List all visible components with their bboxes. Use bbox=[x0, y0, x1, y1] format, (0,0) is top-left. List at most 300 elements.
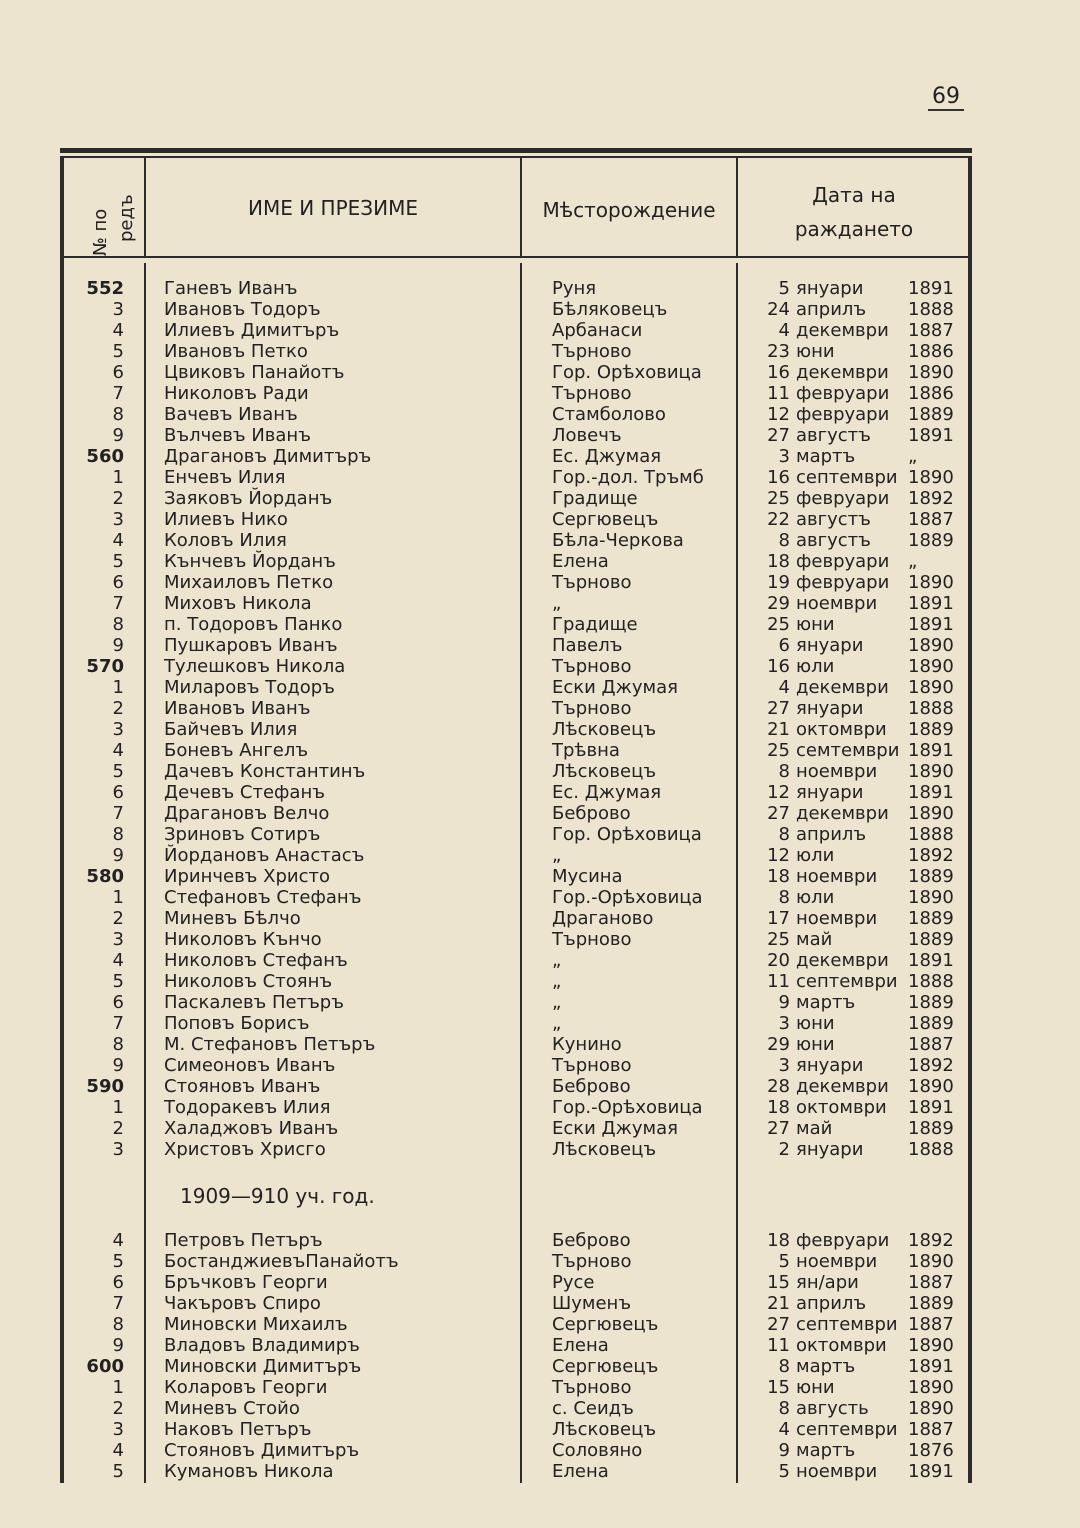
row-year: 1892 bbox=[908, 845, 954, 866]
row-month: септември bbox=[796, 971, 898, 992]
row-number: 7 bbox=[112, 1293, 124, 1314]
row-year: 1887 bbox=[908, 1419, 954, 1440]
row-name: Стояновъ Димитъръ bbox=[164, 1440, 360, 1461]
row-month: мартъ bbox=[796, 1440, 856, 1461]
header-name: ИМЕ И ПРЕЗИМЕ bbox=[248, 196, 418, 220]
header-no-1: № по bbox=[90, 208, 111, 256]
row-year: 1890 bbox=[908, 1076, 954, 1097]
row-year: 1891 bbox=[908, 1461, 954, 1482]
table-row bbox=[60, 1230, 972, 1251]
row-name: Николовъ Ради bbox=[164, 383, 309, 404]
row-year: 1890 bbox=[908, 803, 954, 824]
row-year: 1889 bbox=[908, 992, 954, 1013]
table-row bbox=[60, 740, 972, 761]
row-month: ян/ари bbox=[796, 1272, 859, 1293]
row-month: януари bbox=[796, 278, 864, 299]
table-row bbox=[60, 887, 972, 908]
row-month: декември bbox=[796, 362, 889, 383]
table-row bbox=[60, 845, 972, 866]
row-year: 1888 bbox=[908, 1139, 954, 1160]
row-day: 24 bbox=[767, 299, 790, 320]
table-row bbox=[60, 614, 972, 635]
row-month: юни bbox=[796, 1034, 835, 1055]
row-name: Кумановъ Никола bbox=[164, 1461, 334, 1482]
row-place: „ bbox=[552, 971, 562, 992]
row-day: 15 bbox=[767, 1272, 790, 1293]
row-day: 12 bbox=[767, 404, 790, 425]
row-number: 3 bbox=[112, 929, 124, 950]
table-row bbox=[60, 551, 972, 572]
row-year: 1889 bbox=[908, 404, 954, 425]
row-number: 8 bbox=[112, 1314, 124, 1335]
row-day: 28 bbox=[767, 1076, 790, 1097]
row-number: 6 bbox=[112, 572, 124, 593]
row-place: „ bbox=[552, 1013, 562, 1034]
row-place: с. Сеидъ bbox=[552, 1398, 634, 1419]
table-row bbox=[60, 383, 972, 404]
row-number: 7 bbox=[112, 383, 124, 404]
row-place: Ес. Джумая bbox=[552, 446, 662, 467]
row-place: „ bbox=[552, 593, 562, 614]
row-name: Стефановъ Стефанъ bbox=[164, 887, 362, 908]
row-place: Беброво bbox=[552, 803, 631, 824]
row-year: 1888 bbox=[908, 299, 954, 320]
row-name: БостанджиевъПанайотъ bbox=[164, 1251, 399, 1272]
row-number: 1 bbox=[112, 1377, 124, 1398]
row-month: декември bbox=[796, 1076, 889, 1097]
row-month: януари bbox=[796, 782, 864, 803]
table-row bbox=[60, 719, 972, 740]
row-day: 21 bbox=[767, 1293, 790, 1314]
row-year: 1891 bbox=[908, 425, 954, 446]
table-row bbox=[60, 1461, 972, 1482]
row-place: Лѣсковецъ bbox=[552, 761, 657, 782]
row-name: Коларовъ Георги bbox=[164, 1377, 328, 1398]
row-number: 1 bbox=[112, 1097, 124, 1118]
row-name: Миневъ Бѣлчо bbox=[164, 908, 301, 929]
row-number: 8 bbox=[112, 1034, 124, 1055]
row-place: Търново bbox=[552, 1055, 632, 1076]
row-day: 3 bbox=[778, 1013, 790, 1034]
row-number: 1 bbox=[112, 887, 124, 908]
row-place: Драганово bbox=[552, 908, 654, 929]
row-place: Гор. Орѣховица bbox=[552, 824, 702, 845]
row-name: Николовъ Стефанъ bbox=[164, 950, 348, 971]
row-year: 1892 bbox=[908, 1230, 954, 1251]
table-row bbox=[60, 1335, 972, 1356]
row-name: Йордановъ Анастасъ bbox=[164, 845, 365, 866]
row-year: 1890 bbox=[908, 656, 954, 677]
row-number: 1 bbox=[112, 467, 124, 488]
row-month: ноември bbox=[796, 1251, 878, 1272]
row-day: 2 bbox=[778, 1139, 790, 1160]
row-year: 1891 bbox=[908, 614, 954, 635]
table-row bbox=[60, 425, 972, 446]
table-row bbox=[60, 1440, 972, 1461]
row-number: 6 bbox=[112, 1272, 124, 1293]
row-place: Соловяно bbox=[552, 1440, 643, 1461]
row-number: 7 bbox=[112, 1013, 124, 1034]
table-row bbox=[60, 1272, 972, 1293]
row-day: 8 bbox=[778, 887, 790, 908]
row-number: 2 bbox=[112, 908, 124, 929]
table-row bbox=[60, 992, 972, 1013]
row-number: 2 bbox=[112, 698, 124, 719]
row-number: 7 bbox=[112, 593, 124, 614]
row-number: 4 bbox=[112, 320, 124, 341]
row-year: 1887 bbox=[908, 1034, 954, 1055]
table-row bbox=[60, 1055, 972, 1076]
row-day: 12 bbox=[767, 845, 790, 866]
row-year: „ bbox=[908, 551, 918, 572]
row-month: ноември bbox=[796, 593, 878, 614]
row-year: 1889 bbox=[908, 719, 954, 740]
table-row bbox=[60, 278, 972, 299]
row-number: 6 bbox=[112, 992, 124, 1013]
row-year: 1891 bbox=[908, 278, 954, 299]
row-name: Дечевъ Стефанъ bbox=[164, 782, 325, 803]
row-month: май bbox=[796, 1118, 833, 1139]
row-month: февруари bbox=[796, 572, 890, 593]
row-day: 9 bbox=[778, 1440, 790, 1461]
row-name: Енчевъ Илия bbox=[164, 467, 286, 488]
row-day: 4 bbox=[778, 1419, 790, 1440]
row-number: 3 bbox=[112, 1419, 124, 1440]
row-day: 16 bbox=[767, 362, 790, 383]
row-place: Сергювецъ bbox=[552, 1356, 659, 1377]
row-name: Зриновъ Сотиръ bbox=[164, 824, 321, 845]
row-number: 3 bbox=[112, 719, 124, 740]
table-row bbox=[60, 341, 972, 362]
row-place: Гор.-Орѣховица bbox=[552, 1097, 703, 1118]
row-name: Тулешковъ Никола bbox=[164, 656, 346, 677]
row-month: ноември bbox=[796, 866, 878, 887]
row-day: 9 bbox=[778, 992, 790, 1013]
row-place: Елена bbox=[552, 1335, 609, 1356]
row-place: Търново bbox=[552, 572, 632, 593]
row-month: августъ bbox=[796, 509, 871, 530]
row-name: Миновски Димитъръ bbox=[164, 1356, 362, 1377]
table-row bbox=[60, 1076, 972, 1097]
row-year: 1891 bbox=[908, 593, 954, 614]
row-day: 18 bbox=[767, 551, 790, 572]
row-day: 8 bbox=[778, 761, 790, 782]
row-place: Ес. Джумая bbox=[552, 782, 662, 803]
table-row bbox=[60, 404, 972, 425]
row-month: юли bbox=[796, 845, 835, 866]
row-day: 16 bbox=[767, 656, 790, 677]
row-month: августъ bbox=[796, 425, 871, 446]
row-day: 29 bbox=[767, 593, 790, 614]
row-month: юни bbox=[796, 614, 835, 635]
row-number: 3 bbox=[112, 299, 124, 320]
row-day: 15 bbox=[767, 1377, 790, 1398]
row-name: Коловъ Илия bbox=[164, 530, 287, 551]
row-month: септември bbox=[796, 467, 898, 488]
row-number: 9 bbox=[112, 635, 124, 656]
row-year: 1891 bbox=[908, 1097, 954, 1118]
row-name: Илиевъ Димитъръ bbox=[164, 320, 340, 341]
row-name: Петровъ Петъръ bbox=[164, 1230, 323, 1251]
row-number: 3 bbox=[112, 509, 124, 530]
top-rule-thin bbox=[60, 156, 972, 158]
header-date-2: раждането bbox=[794, 217, 914, 241]
row-name: Иринчевъ Христо bbox=[164, 866, 330, 887]
row-name: Миховъ Никола bbox=[164, 593, 312, 614]
table-row bbox=[60, 1419, 972, 1440]
row-year: „ bbox=[908, 446, 918, 467]
row-day: 5 bbox=[778, 278, 790, 299]
row-name: Михаиловъ Петко bbox=[164, 572, 334, 593]
row-name: Поповъ Борисъ bbox=[164, 1013, 310, 1034]
row-place: Павелъ bbox=[552, 635, 623, 656]
row-year: 1892 bbox=[908, 1055, 954, 1076]
row-month: юни bbox=[796, 1377, 835, 1398]
row-month: февруари bbox=[796, 1230, 890, 1251]
row-year: 1890 bbox=[908, 467, 954, 488]
row-day: 23 bbox=[767, 341, 790, 362]
row-number: 7 bbox=[112, 803, 124, 824]
row-year: 1886 bbox=[908, 383, 954, 404]
row-day: 18 bbox=[767, 1230, 790, 1251]
row-number: 4 bbox=[112, 530, 124, 551]
row-year: 1889 bbox=[908, 1013, 954, 1034]
row-name: Боневъ Ангелъ bbox=[164, 740, 309, 761]
row-day: 25 bbox=[767, 488, 790, 509]
row-month: ноември bbox=[796, 761, 878, 782]
row-number: 9 bbox=[112, 1335, 124, 1356]
row-year: 1887 bbox=[908, 1314, 954, 1335]
row-number: 570 bbox=[86, 656, 124, 677]
row-number: 4 bbox=[112, 1440, 124, 1461]
row-year: 1887 bbox=[908, 1272, 954, 1293]
row-year: 1890 bbox=[908, 677, 954, 698]
row-day: 18 bbox=[767, 1097, 790, 1118]
header-number-column bbox=[70, 168, 140, 258]
row-place: Търново bbox=[552, 1251, 632, 1272]
row-year: 1887 bbox=[908, 320, 954, 341]
row-name: Чакъровъ Спиро bbox=[164, 1293, 321, 1314]
row-year: 1890 bbox=[908, 1251, 954, 1272]
table-row bbox=[60, 1377, 972, 1398]
row-month: априлъ bbox=[796, 1293, 867, 1314]
row-month: априлъ bbox=[796, 299, 867, 320]
row-name: Заяковъ Йорданъ bbox=[164, 488, 333, 509]
row-place: Сергювецъ bbox=[552, 1314, 659, 1335]
row-name: Ивановъ Тодоръ bbox=[164, 299, 321, 320]
row-year: 1888 bbox=[908, 824, 954, 845]
row-place: Шуменъ bbox=[552, 1293, 632, 1314]
row-year: 1876 bbox=[908, 1440, 954, 1461]
table-row bbox=[60, 1293, 972, 1314]
row-year: 1890 bbox=[908, 635, 954, 656]
row-name: Ивановъ Петко bbox=[164, 341, 308, 362]
row-name: Илиевъ Нико bbox=[164, 509, 288, 530]
row-day: 12 bbox=[767, 782, 790, 803]
header-rule bbox=[60, 256, 972, 258]
row-day: 16 bbox=[767, 467, 790, 488]
row-month: юли bbox=[796, 656, 835, 677]
row-day: 8 bbox=[778, 1398, 790, 1419]
table-row bbox=[60, 866, 972, 887]
row-name: Христовъ Хрисго bbox=[164, 1139, 326, 1160]
table-row bbox=[60, 593, 972, 614]
row-day: 4 bbox=[778, 677, 790, 698]
row-place: Беброво bbox=[552, 1230, 631, 1251]
table-row bbox=[60, 1251, 972, 1272]
table-row bbox=[60, 824, 972, 845]
row-day: 8 bbox=[778, 530, 790, 551]
row-year: 1890 bbox=[908, 572, 954, 593]
row-day: 27 bbox=[767, 803, 790, 824]
row-place: Сергювецъ bbox=[552, 509, 659, 530]
row-year: 1889 bbox=[908, 866, 954, 887]
row-month: юли bbox=[796, 887, 835, 908]
table-row bbox=[60, 782, 972, 803]
row-number: 5 bbox=[112, 761, 124, 782]
row-day: 25 bbox=[767, 740, 790, 761]
row-year: 1890 bbox=[908, 887, 954, 908]
table-row bbox=[60, 1034, 972, 1055]
row-day: 19 bbox=[767, 572, 790, 593]
row-place: „ bbox=[552, 845, 562, 866]
row-day: 27 bbox=[767, 1314, 790, 1335]
row-month: мартъ bbox=[796, 992, 856, 1013]
row-month: мартъ bbox=[796, 446, 856, 467]
table-row bbox=[60, 1118, 972, 1139]
row-name: Драгановъ Димитъръ bbox=[164, 446, 372, 467]
table-row bbox=[60, 803, 972, 824]
row-place: Лѣсковецъ bbox=[552, 1419, 657, 1440]
row-day: 22 bbox=[767, 509, 790, 530]
table-row bbox=[60, 509, 972, 530]
table-row bbox=[60, 572, 972, 593]
row-day: 4 bbox=[778, 320, 790, 341]
row-place: Търново bbox=[552, 656, 632, 677]
table-row bbox=[60, 950, 972, 971]
row-place: Кунино bbox=[552, 1034, 622, 1055]
row-number: 5 bbox=[112, 971, 124, 992]
row-number: 8 bbox=[112, 614, 124, 635]
row-day: 5 bbox=[778, 1461, 790, 1482]
row-place: Руня bbox=[552, 278, 597, 299]
row-number: 3 bbox=[112, 1139, 124, 1160]
row-day: 5 bbox=[778, 1251, 790, 1272]
row-year: 1890 bbox=[908, 1377, 954, 1398]
row-place: Елена bbox=[552, 551, 609, 572]
row-month: октомври bbox=[796, 1097, 887, 1118]
row-number: 580 bbox=[86, 866, 124, 887]
row-name: п. Тодоровъ Панко bbox=[164, 614, 343, 635]
row-name: Бръчковъ Георги bbox=[164, 1272, 328, 1293]
row-month: май bbox=[796, 929, 833, 950]
row-day: 8 bbox=[778, 824, 790, 845]
row-day: 17 bbox=[767, 908, 790, 929]
row-number: 1 bbox=[112, 677, 124, 698]
row-name: Вълчевъ Иванъ bbox=[164, 425, 311, 446]
row-month: априлъ bbox=[796, 824, 867, 845]
row-number: 5 bbox=[112, 341, 124, 362]
row-year: 1888 bbox=[908, 698, 954, 719]
row-place: Търново bbox=[552, 341, 632, 362]
row-day: 20 bbox=[767, 950, 790, 971]
row-number: 4 bbox=[112, 740, 124, 761]
row-year: 1890 bbox=[908, 1335, 954, 1356]
row-day: 11 bbox=[767, 1335, 790, 1356]
row-number: 6 bbox=[112, 782, 124, 803]
row-place: Мусина bbox=[552, 866, 623, 887]
table-row bbox=[60, 656, 972, 677]
row-place: Търново bbox=[552, 1377, 632, 1398]
row-month: февруари bbox=[796, 404, 890, 425]
row-name: Тодоракевъ Илия bbox=[164, 1097, 331, 1118]
row-place: Търново bbox=[552, 929, 632, 950]
table-row bbox=[60, 362, 972, 383]
table-row bbox=[60, 320, 972, 341]
row-place: Бѣла-Черкова bbox=[552, 530, 684, 551]
row-place: Гор.-дол. Тръмб bbox=[552, 467, 704, 488]
row-name: Ивановъ Иванъ bbox=[164, 698, 311, 719]
row-month: мартъ bbox=[796, 1356, 856, 1377]
row-place: Ловечъ bbox=[552, 425, 622, 446]
row-month: септември bbox=[796, 1419, 898, 1440]
row-month: октомври bbox=[796, 1335, 887, 1356]
row-month: декември bbox=[796, 803, 889, 824]
row-number: 590 bbox=[86, 1076, 124, 1097]
row-number: 552 bbox=[86, 278, 124, 299]
row-year: 1889 bbox=[908, 530, 954, 551]
row-number: 6 bbox=[112, 362, 124, 383]
top-rule bbox=[60, 148, 972, 153]
table-row bbox=[60, 1314, 972, 1335]
row-place: „ bbox=[552, 950, 562, 971]
header-date bbox=[738, 178, 970, 246]
table-row bbox=[60, 1139, 972, 1160]
row-number: 5 bbox=[112, 1461, 124, 1482]
row-place: Стамболово bbox=[552, 404, 666, 425]
row-month: ноември bbox=[796, 908, 878, 929]
row-year: 1892 bbox=[908, 488, 954, 509]
row-day: 18 bbox=[767, 866, 790, 887]
header-no-2: редъ bbox=[116, 194, 137, 242]
row-month: февруари bbox=[796, 551, 890, 572]
row-place: Ески Джумая bbox=[552, 677, 678, 698]
row-day: 21 bbox=[767, 719, 790, 740]
row-place: Гор. Орѣховица bbox=[552, 362, 702, 383]
row-number: 9 bbox=[112, 425, 124, 446]
row-name: Николовъ Стоянъ bbox=[164, 971, 333, 992]
row-name: Стояновъ Иванъ bbox=[164, 1076, 321, 1097]
row-place: Търново bbox=[552, 383, 632, 404]
row-name: Цвиковъ Панайотъ bbox=[164, 362, 345, 383]
row-month: януари bbox=[796, 635, 864, 656]
row-number: 2 bbox=[112, 1398, 124, 1419]
row-name: Байчевъ Илия bbox=[164, 719, 298, 740]
table-row bbox=[60, 929, 972, 950]
row-name: Ганевъ Иванъ bbox=[164, 278, 298, 299]
row-place: Беброво bbox=[552, 1076, 631, 1097]
row-number: 2 bbox=[112, 488, 124, 509]
row-month: декември bbox=[796, 320, 889, 341]
row-year: 1886 bbox=[908, 341, 954, 362]
row-year: 1891 bbox=[908, 950, 954, 971]
row-month: октомври bbox=[796, 719, 887, 740]
row-day: 8 bbox=[778, 1356, 790, 1377]
row-month: януари bbox=[796, 1055, 864, 1076]
row-month: януари bbox=[796, 1139, 864, 1160]
row-year: 1891 bbox=[908, 782, 954, 803]
row-name: М. Стефановъ Петъръ bbox=[164, 1034, 376, 1055]
